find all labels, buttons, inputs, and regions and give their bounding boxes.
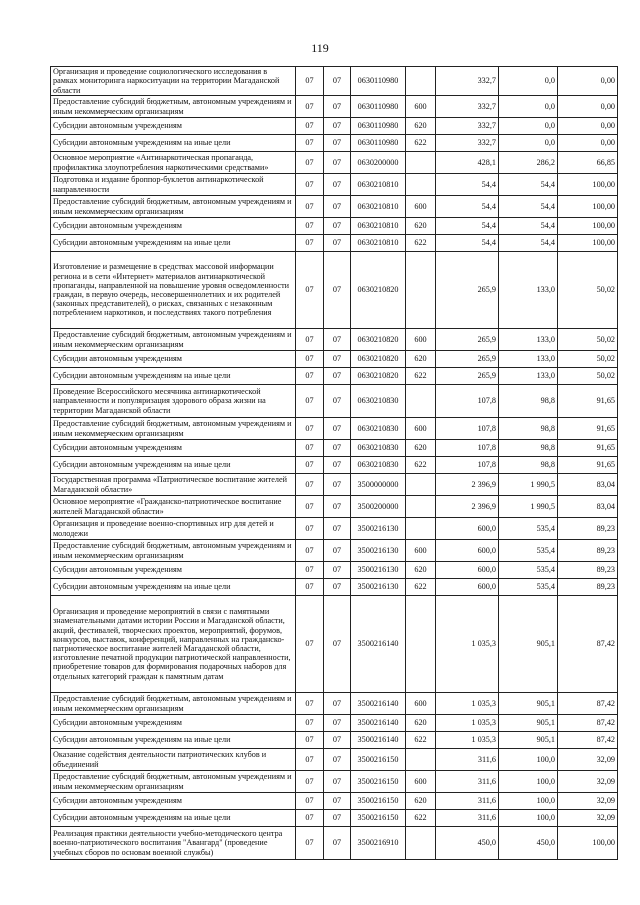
row-name-cell: Субсидии автономным учреждениям — [51, 562, 296, 579]
executed-amount-cell: 286,2 — [499, 152, 558, 174]
row-name-cell: Субсидии автономным учреждениям — [51, 715, 296, 732]
section-code-cell: 07 — [296, 152, 324, 174]
executed-amount-cell: 100,0 — [499, 771, 558, 793]
subsection-code-cell: 07 — [324, 827, 351, 860]
approved-amount-cell: 332,7 — [436, 135, 499, 152]
section-code-cell: 07 — [296, 810, 324, 827]
target-article-cell: 0630210820 — [351, 252, 406, 329]
budget-table — [50, 66, 618, 860]
execution-percent-cell: 50,02 — [558, 351, 618, 368]
execution-percent-cell: 32,09 — [558, 749, 618, 771]
section-code-cell: 07 — [296, 827, 324, 860]
executed-amount-cell: 54,4 — [499, 218, 558, 235]
target-article-cell: 3500216140 — [351, 596, 406, 693]
execution-percent-cell: 32,09 — [558, 810, 618, 827]
row-name-cell: Предоставление субсидий бюджетным, автономным учреждениям и иным некоммерческим организациям — [51, 96, 296, 118]
expense-type-cell — [406, 596, 436, 693]
executed-amount-cell: 905,1 — [499, 732, 558, 749]
expense-type-cell: 620 — [406, 351, 436, 368]
section-code-cell: 07 — [296, 496, 324, 518]
section-code-cell: 07 — [296, 351, 324, 368]
table-row — [51, 810, 618, 827]
executed-amount-cell: 100,0 — [499, 793, 558, 810]
row-name-cell: Подготовка и издание броппор-буклетов антинаркотической направленности — [51, 174, 296, 196]
table-row — [51, 693, 618, 715]
subsection-code-cell: 07 — [324, 440, 351, 457]
target-article-cell: 0630200000 — [351, 152, 406, 174]
executed-amount-cell: 905,1 — [499, 596, 558, 693]
row-name-cell: Изготовление и размещение в средствах массовой информации региона и в сети «Интернет» материалов антинаркотической пропаганды, направленной на повышение уровня осведомленности граждан, в первую очередь, несовершеннолетних и их родителей (законных представителей), о рисках, связанных с незаконным потреблением наркотиков, и последствиях такого потребления — [51, 252, 296, 329]
execution-percent-cell: 89,23 — [558, 518, 618, 540]
table-row — [51, 135, 618, 152]
executed-amount-cell: 0,0 — [499, 118, 558, 135]
approved-amount-cell: 332,7 — [436, 96, 499, 118]
execution-percent-cell: 32,09 — [558, 771, 618, 793]
subsection-code-cell: 07 — [324, 152, 351, 174]
subsection-code-cell: 07 — [324, 329, 351, 351]
subsection-code-cell: 07 — [324, 218, 351, 235]
approved-amount-cell: 2 396,9 — [436, 496, 499, 518]
subsection-code-cell: 07 — [324, 368, 351, 385]
expense-type-cell: 620 — [406, 440, 436, 457]
approved-amount-cell: 54,4 — [436, 218, 499, 235]
subsection-code-cell: 07 — [324, 715, 351, 732]
row-name-cell: Организация и проведение военно-спортивных игр для детей и молодежи — [51, 518, 296, 540]
section-code-cell: 07 — [296, 693, 324, 715]
approved-amount-cell: 311,6 — [436, 771, 499, 793]
section-code-cell: 07 — [296, 518, 324, 540]
executed-amount-cell: 133,0 — [499, 368, 558, 385]
section-code-cell: 07 — [296, 749, 324, 771]
execution-percent-cell: 50,02 — [558, 252, 618, 329]
expense-type-cell: 622 — [406, 810, 436, 827]
section-code-cell: 07 — [296, 540, 324, 562]
approved-amount-cell: 54,4 — [436, 235, 499, 252]
subsection-code-cell: 07 — [324, 474, 351, 496]
subsection-code-cell: 07 — [324, 579, 351, 596]
target-article-cell: 0630210830 — [351, 440, 406, 457]
executed-amount-cell: 905,1 — [499, 693, 558, 715]
executed-amount-cell: 100,0 — [499, 810, 558, 827]
target-article-cell: 3500216150 — [351, 810, 406, 827]
execution-percent-cell: 66,85 — [558, 152, 618, 174]
row-name-cell: Организация и проведение мероприятий в связи с памятными знаменательными датами истории России и Магаданской области, акций, фестивалей, творческих проектов, мероприятий, форумов, конкурсов, выставок, конференций, направленных на гражданско-патриотическое воспитание жителей Магаданской области, изготовление печатной продукции патриотической направленности, приобретение товаров для формирования подарочных наборов для отдельных категорий граждан к памятным датам — [51, 596, 296, 693]
section-code-cell: 07 — [296, 235, 324, 252]
subsection-code-cell: 07 — [324, 118, 351, 135]
row-name-cell: Субсидии автономным учреждениям на иные цели — [51, 135, 296, 152]
section-code-cell: 07 — [296, 562, 324, 579]
subsection-code-cell: 07 — [324, 252, 351, 329]
subsection-code-cell: 07 — [324, 67, 351, 96]
section-code-cell: 07 — [296, 732, 324, 749]
expense-type-cell: 600 — [406, 418, 436, 440]
section-code-cell: 07 — [296, 174, 324, 196]
row-name-cell: Предоставление субсидий бюджетным, автономным учреждениям и иным некоммерческим организациям — [51, 418, 296, 440]
expense-type-cell: 600 — [406, 196, 436, 218]
expense-type-cell — [406, 152, 436, 174]
approved-amount-cell: 2 396,9 — [436, 474, 499, 496]
row-name-cell: Субсидии автономным учреждениям — [51, 793, 296, 810]
approved-amount-cell: 600,0 — [436, 540, 499, 562]
executed-amount-cell: 535,4 — [499, 562, 558, 579]
target-article-cell: 0630110980 — [351, 118, 406, 135]
execution-percent-cell: 87,42 — [558, 596, 618, 693]
expense-type-cell: 600 — [406, 329, 436, 351]
expense-type-cell — [406, 385, 436, 418]
execution-percent-cell: 91,65 — [558, 385, 618, 418]
row-name-cell: Субсидии автономным учреждениям на иные цели — [51, 732, 296, 749]
expense-type-cell — [406, 252, 436, 329]
expense-type-cell: 600 — [406, 771, 436, 793]
target-article-cell: 0630210820 — [351, 368, 406, 385]
execution-percent-cell: 0,00 — [558, 135, 618, 152]
expense-type-cell: 622 — [406, 235, 436, 252]
row-name-cell: Государственная программа «Патриотическое воспитание жителей Магаданской области» — [51, 474, 296, 496]
executed-amount-cell: 535,4 — [499, 540, 558, 562]
target-article-cell: 3500216140 — [351, 715, 406, 732]
row-name-cell: Субсидии автономным учреждениям на иные цели — [51, 368, 296, 385]
target-article-cell: 0630210810 — [351, 235, 406, 252]
subsection-code-cell: 07 — [324, 749, 351, 771]
page-number: 119 — [311, 41, 329, 55]
approved-amount-cell: 107,8 — [436, 385, 499, 418]
row-name-cell: Основное мероприятие «Антинаркотическая пропаганда, профилактика злоупотребления наркотическими средствами» — [51, 152, 296, 174]
table-row — [51, 67, 618, 96]
table-row — [51, 474, 618, 496]
subsection-code-cell: 07 — [324, 457, 351, 474]
section-code-cell: 07 — [296, 715, 324, 732]
subsection-code-cell: 07 — [324, 418, 351, 440]
expense-type-cell — [406, 827, 436, 860]
approved-amount-cell: 265,9 — [436, 329, 499, 351]
row-name-cell: Организация и проведение социологического исследования в рамках мониторинга наркоситуации на территории Магаданской области — [51, 67, 296, 96]
table-row — [51, 457, 618, 474]
execution-percent-cell: 50,02 — [558, 329, 618, 351]
table-row — [51, 518, 618, 540]
subsection-code-cell: 07 — [324, 596, 351, 693]
section-code-cell: 07 — [296, 135, 324, 152]
subsection-code-cell: 07 — [324, 693, 351, 715]
table-row — [51, 418, 618, 440]
target-article-cell: 3500200000 — [351, 496, 406, 518]
subsection-code-cell: 07 — [324, 496, 351, 518]
target-article-cell: 3500216130 — [351, 562, 406, 579]
table-row — [51, 596, 618, 693]
table-row — [51, 749, 618, 771]
execution-percent-cell: 0,00 — [558, 96, 618, 118]
row-name-cell: Предоставление субсидий бюджетным, автономным учреждениям и иным некоммерческим организациям — [51, 693, 296, 715]
subsection-code-cell: 07 — [324, 771, 351, 793]
row-name-cell: Субсидии автономным учреждениям на иные цели — [51, 235, 296, 252]
target-article-cell: 3500216130 — [351, 579, 406, 596]
execution-percent-cell: 100,00 — [558, 196, 618, 218]
execution-percent-cell: 100,00 — [558, 235, 618, 252]
executed-amount-cell: 98,8 — [499, 385, 558, 418]
table-row — [51, 174, 618, 196]
execution-percent-cell: 0,00 — [558, 118, 618, 135]
section-code-cell: 07 — [296, 96, 324, 118]
executed-amount-cell: 98,8 — [499, 440, 558, 457]
executed-amount-cell: 133,0 — [499, 252, 558, 329]
target-article-cell: 0630210830 — [351, 385, 406, 418]
row-name-cell: Субсидии автономным учреждениям — [51, 440, 296, 457]
table-row — [51, 496, 618, 518]
executed-amount-cell: 54,4 — [499, 235, 558, 252]
target-article-cell: 3500216130 — [351, 518, 406, 540]
subsection-code-cell: 07 — [324, 732, 351, 749]
executed-amount-cell: 535,4 — [499, 518, 558, 540]
expense-type-cell: 600 — [406, 96, 436, 118]
table-row — [51, 196, 618, 218]
execution-percent-cell: 91,65 — [558, 418, 618, 440]
execution-percent-cell: 83,04 — [558, 496, 618, 518]
subsection-code-cell: 07 — [324, 96, 351, 118]
executed-amount-cell: 100,0 — [499, 749, 558, 771]
table-row — [51, 252, 618, 329]
row-name-cell: Субсидии автономным учреждениям — [51, 118, 296, 135]
expense-type-cell: 620 — [406, 562, 436, 579]
executed-amount-cell: 98,8 — [499, 418, 558, 440]
execution-percent-cell: 89,23 — [558, 579, 618, 596]
row-name-cell: Предоставление субсидий бюджетным, автономным учреждениям и иным некоммерческим организациям — [51, 540, 296, 562]
row-name-cell: Оказание содействия деятельности патриотических клубов и объединений — [51, 749, 296, 771]
expense-type-cell — [406, 174, 436, 196]
row-name-cell: Основное мероприятие «Гражданско-патриотическое воспитание жителей Магаданской области» — [51, 496, 296, 518]
subsection-code-cell: 07 — [324, 385, 351, 418]
table-row — [51, 540, 618, 562]
target-article-cell: 0630210810 — [351, 218, 406, 235]
subsection-code-cell: 07 — [324, 793, 351, 810]
target-article-cell: 0630210820 — [351, 329, 406, 351]
executed-amount-cell: 905,1 — [499, 715, 558, 732]
approved-amount-cell: 107,8 — [436, 457, 499, 474]
expense-type-cell: 620 — [406, 118, 436, 135]
row-name-cell: Реализация практики деятельности учебно-методического центра военно-патриотического воспитания "Авангард" (проведение учебных сборов по основам военной службы) — [51, 827, 296, 860]
table-row — [51, 715, 618, 732]
target-article-cell: 3500000000 — [351, 474, 406, 496]
executed-amount-cell: 0,0 — [499, 67, 558, 96]
execution-percent-cell: 100,00 — [558, 218, 618, 235]
row-name-cell: Субсидии автономным учреждениям — [51, 351, 296, 368]
approved-amount-cell: 1 035,3 — [436, 732, 499, 749]
target-article-cell: 3500216140 — [351, 693, 406, 715]
executed-amount-cell: 1 990,5 — [499, 474, 558, 496]
section-code-cell: 07 — [296, 596, 324, 693]
approved-amount-cell: 600,0 — [436, 579, 499, 596]
section-code-cell: 07 — [296, 329, 324, 351]
approved-amount-cell: 332,7 — [436, 67, 499, 96]
approved-amount-cell: 311,6 — [436, 810, 499, 827]
approved-amount-cell: 450,0 — [436, 827, 499, 860]
row-name-cell: Предоставление субсидий бюджетным, автономным учреждениям и иным некоммерческим организациям — [51, 771, 296, 793]
section-code-cell: 07 — [296, 440, 324, 457]
subsection-code-cell: 07 — [324, 135, 351, 152]
target-article-cell: 0630110980 — [351, 96, 406, 118]
approved-amount-cell: 54,4 — [436, 174, 499, 196]
subsection-code-cell: 07 — [324, 562, 351, 579]
execution-percent-cell: 100,00 — [558, 827, 618, 860]
target-article-cell: 0630110980 — [351, 135, 406, 152]
row-name-cell: Проведение Всероссийского месячника антинаркотической направленности и популяризация здорового образа жизни на территории Магаданской области — [51, 385, 296, 418]
execution-percent-cell: 89,23 — [558, 540, 618, 562]
execution-percent-cell: 50,02 — [558, 368, 618, 385]
target-article-cell: 3500216150 — [351, 793, 406, 810]
expense-type-cell: 622 — [406, 579, 436, 596]
expense-type-cell: 620 — [406, 793, 436, 810]
execution-percent-cell: 100,00 — [558, 174, 618, 196]
subsection-code-cell: 07 — [324, 810, 351, 827]
expense-type-cell — [406, 518, 436, 540]
target-article-cell: 0630210830 — [351, 457, 406, 474]
section-code-cell: 07 — [296, 793, 324, 810]
approved-amount-cell: 265,9 — [436, 351, 499, 368]
table-row — [51, 562, 618, 579]
row-name-cell: Субсидии автономным учреждениям — [51, 218, 296, 235]
execution-percent-cell: 87,42 — [558, 732, 618, 749]
expense-type-cell: 620 — [406, 715, 436, 732]
expense-type-cell — [406, 496, 436, 518]
target-article-cell: 3500216910 — [351, 827, 406, 860]
section-code-cell: 07 — [296, 579, 324, 596]
table-row — [51, 385, 618, 418]
subsection-code-cell: 07 — [324, 235, 351, 252]
expense-type-cell: 622 — [406, 457, 436, 474]
row-name-cell: Предоставление субсидий бюджетным, автономным учреждениям и иным некоммерческим организациям — [51, 329, 296, 351]
executed-amount-cell: 133,0 — [499, 351, 558, 368]
row-name-cell: Субсидии автономным учреждениям на иные цели — [51, 810, 296, 827]
table-row — [51, 152, 618, 174]
approved-amount-cell: 265,9 — [436, 252, 499, 329]
section-code-cell: 07 — [296, 218, 324, 235]
execution-percent-cell: 32,09 — [558, 793, 618, 810]
execution-percent-cell: 0,00 — [558, 67, 618, 96]
target-article-cell: 3500216150 — [351, 749, 406, 771]
section-code-cell: 07 — [296, 385, 324, 418]
approved-amount-cell: 107,8 — [436, 418, 499, 440]
execution-percent-cell: 91,65 — [558, 440, 618, 457]
approved-amount-cell: 600,0 — [436, 562, 499, 579]
table-row — [51, 732, 618, 749]
section-code-cell: 07 — [296, 474, 324, 496]
section-code-cell: 07 — [296, 771, 324, 793]
executed-amount-cell: 98,8 — [499, 457, 558, 474]
approved-amount-cell: 1 035,3 — [436, 693, 499, 715]
expense-type-cell — [406, 474, 436, 496]
approved-amount-cell: 428,1 — [436, 152, 499, 174]
section-code-cell: 07 — [296, 67, 324, 96]
executed-amount-cell: 1 990,5 — [499, 496, 558, 518]
expense-type-cell: 622 — [406, 135, 436, 152]
expense-type-cell — [406, 67, 436, 96]
target-article-cell: 0630210820 — [351, 351, 406, 368]
target-article-cell: 3500216130 — [351, 540, 406, 562]
subsection-code-cell: 07 — [324, 351, 351, 368]
subsection-code-cell: 07 — [324, 174, 351, 196]
table-row — [51, 118, 618, 135]
approved-amount-cell: 332,7 — [436, 118, 499, 135]
subsection-code-cell: 07 — [324, 540, 351, 562]
subsection-code-cell: 07 — [324, 196, 351, 218]
target-article-cell: 0630210810 — [351, 174, 406, 196]
table-row — [51, 218, 618, 235]
table-row — [51, 96, 618, 118]
executed-amount-cell: 54,4 — [499, 174, 558, 196]
executed-amount-cell: 0,0 — [499, 135, 558, 152]
section-code-cell: 07 — [296, 252, 324, 329]
expense-type-cell: 600 — [406, 540, 436, 562]
expense-type-cell: 622 — [406, 368, 436, 385]
approved-amount-cell: 600,0 — [436, 518, 499, 540]
expense-type-cell: 622 — [406, 732, 436, 749]
approved-amount-cell: 1 035,3 — [436, 715, 499, 732]
table-row — [51, 827, 618, 860]
target-article-cell: 0630110980 — [351, 67, 406, 96]
section-code-cell: 07 — [296, 196, 324, 218]
target-article-cell: 3500216150 — [351, 771, 406, 793]
budget-table-body — [51, 67, 618, 860]
executed-amount-cell: 535,4 — [499, 579, 558, 596]
target-article-cell: 3500216140 — [351, 732, 406, 749]
approved-amount-cell: 311,6 — [436, 749, 499, 771]
row-name-cell: Субсидии автономным учреждениям на иные цели — [51, 457, 296, 474]
section-code-cell: 07 — [296, 418, 324, 440]
row-name-cell: Предоставление субсидий бюджетным, автономным учреждениям и иным некоммерческим организациям — [51, 196, 296, 218]
approved-amount-cell: 54,4 — [436, 196, 499, 218]
target-article-cell: 0630210830 — [351, 418, 406, 440]
executed-amount-cell: 450,0 — [499, 827, 558, 860]
table-row — [51, 793, 618, 810]
table-row — [51, 235, 618, 252]
section-code-cell: 07 — [296, 457, 324, 474]
execution-percent-cell: 87,42 — [558, 693, 618, 715]
execution-percent-cell: 89,23 — [558, 562, 618, 579]
table-row — [51, 368, 618, 385]
table-row — [51, 771, 618, 793]
row-name-cell: Субсидии автономным учреждениям на иные цели — [51, 579, 296, 596]
execution-percent-cell: 91,65 — [558, 457, 618, 474]
target-article-cell: 0630210810 — [351, 196, 406, 218]
executed-amount-cell: 54,4 — [499, 196, 558, 218]
approved-amount-cell: 265,9 — [436, 368, 499, 385]
executed-amount-cell: 0,0 — [499, 96, 558, 118]
approved-amount-cell: 1 035,3 — [436, 596, 499, 693]
section-code-cell: 07 — [296, 118, 324, 135]
expense-type-cell — [406, 749, 436, 771]
executed-amount-cell: 133,0 — [499, 329, 558, 351]
table-row — [51, 579, 618, 596]
execution-percent-cell: 83,04 — [558, 474, 618, 496]
table-row — [51, 440, 618, 457]
table-row — [51, 329, 618, 351]
approved-amount-cell: 107,8 — [436, 440, 499, 457]
expense-type-cell: 600 — [406, 693, 436, 715]
section-code-cell: 07 — [296, 368, 324, 385]
expense-type-cell: 620 — [406, 218, 436, 235]
approved-amount-cell: 311,6 — [436, 793, 499, 810]
execution-percent-cell: 87,42 — [558, 715, 618, 732]
table-row — [51, 351, 618, 368]
subsection-code-cell: 07 — [324, 518, 351, 540]
